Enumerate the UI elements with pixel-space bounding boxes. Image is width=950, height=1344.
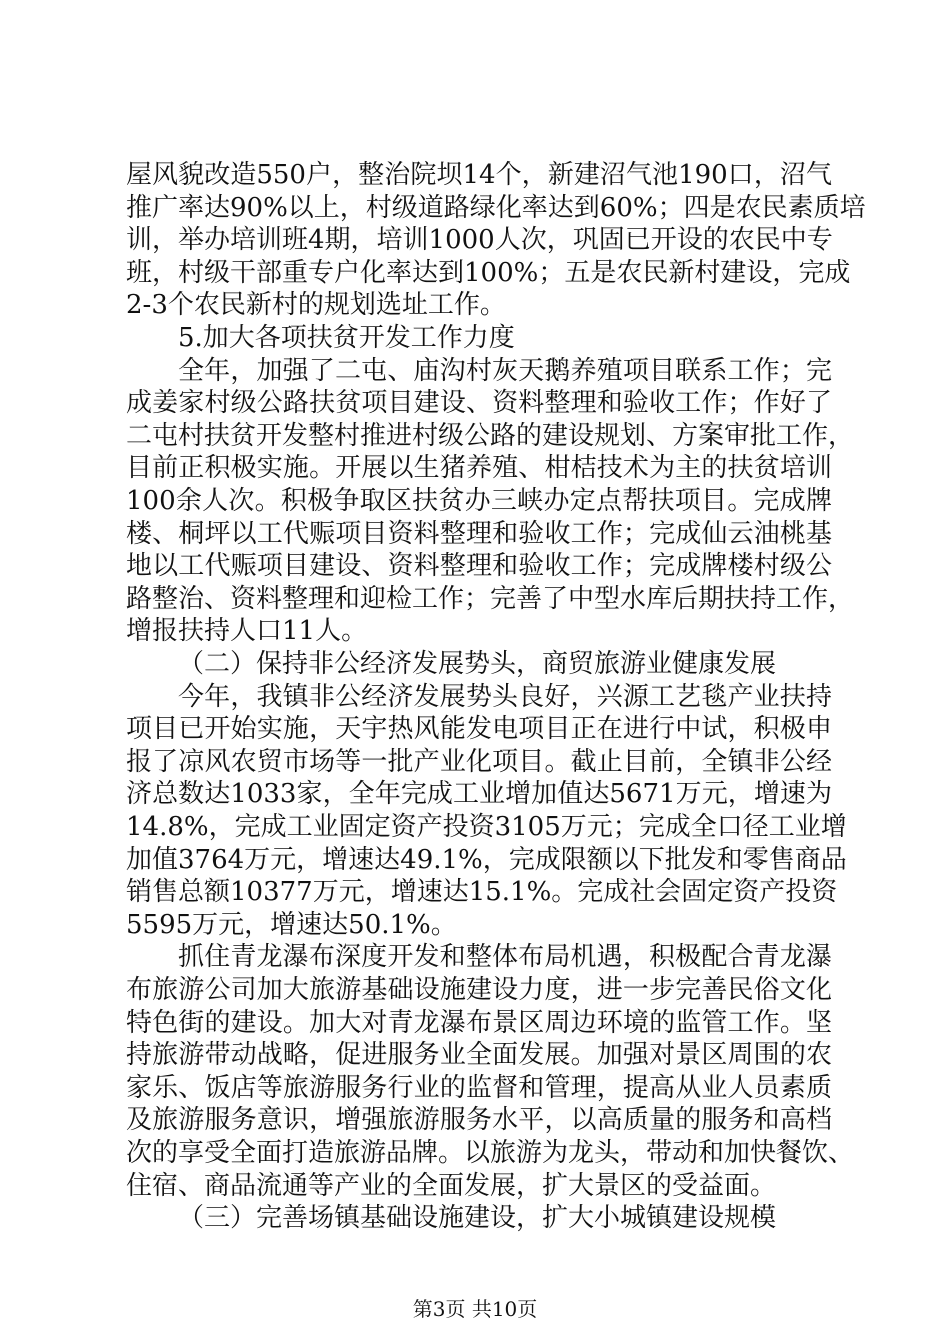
- paragraph-line: 抓住青龙瀑布深度开发和整体布局机遇，积极配合青龙瀑: [178, 942, 832, 973]
- paragraph-line: 及旅游服务意识，增强旅游服务水平，以高质量的服务和高档: [126, 1105, 832, 1136]
- section-heading: 5.加大各项扶贫开发工作力度: [178, 323, 515, 353]
- paragraph-line: 特色街的建设。加大对青龙瀑布景区周边环境的监管工作。坚: [126, 1007, 832, 1038]
- section-heading: （二）保持非公经济发展势头，商贸旅游业健康发展: [178, 649, 777, 679]
- paragraph-line: 二屯村扶贫开发整村推进村级公路的建设规划、方案审批工作，: [126, 420, 855, 451]
- paragraph-line: 济总数达1033家，全年完成工业增加值达5671万元，增速为: [126, 779, 832, 810]
- paragraph-line: 楼、桐坪以工代赈项目资料整理和验收工作；完成仙云油桃基: [126, 518, 832, 549]
- paragraph-line: 项目已开始实施，天宇热风能发电项目正在进行中试，积极申: [126, 714, 832, 745]
- section-heading: （三）完善场镇基础设施建设，扩大小城镇建设规模: [178, 1203, 777, 1234]
- paragraph-line: 次的享受全面打造旅游品牌。以旅游为龙头，带动和加快餐饮、: [126, 1138, 855, 1168]
- paragraph-line: 今年，我镇非公经济发展势头良好，兴源工艺毯产业扶持: [178, 681, 832, 712]
- paragraph-line: 100余人次。积极争取区扶贫办三峡办定点帮扶项目。完成牌: [126, 486, 832, 516]
- paragraph-line: 布旅游公司加大旅游基础设施建设力度，进一步完善民俗文化: [126, 975, 832, 1005]
- paragraph-line: 5595万元，增速达50.1%。: [126, 909, 457, 940]
- paragraph-line: 增报扶持人口11人。: [126, 616, 368, 647]
- paragraph-line: 推广率达90%以上，村级道路绿化率达到60%；四是农民素质培: [126, 192, 866, 223]
- paragraph-line: 住宿、商品流通等产业的全面发展，扩大景区的受益面。: [126, 1170, 777, 1201]
- paragraph-line: 持旅游带动战略，促进服务业全面发展。加强对景区周围的农: [126, 1040, 832, 1071]
- paragraph-line: 班，村级干部重专户化率达到100%；五是农民新村建设，完成: [126, 257, 851, 288]
- paragraph-line: 训，举办培训班4期，培训1000人次，巩固已开设的农民中专: [126, 225, 833, 256]
- paragraph-line: 家乐、饭店等旅游服务行业的监督和管理，提高从业人员素质: [126, 1072, 832, 1103]
- paragraph-line: 2-3个农民新村的规划选址工作。: [126, 290, 506, 321]
- paragraph-line: 报了凉风农贸市场等一批产业化项目。截止目前，全镇非公经: [126, 746, 832, 777]
- paragraph-line: 屋风貌改造550户，整治院坝14个，新建沼气池190口，沼气: [126, 160, 832, 190]
- paragraph-line: 14.8%，完成工业固定资产投资3105万元；完成全口径工业增: [126, 812, 847, 842]
- paragraph-line: 加值3764万元，增速达49.1%，完成限额以下批发和零售商品: [126, 844, 847, 875]
- paragraph-line: 路整治、资料整理和迎检工作；完善了中型水库后期扶持工作，: [126, 583, 855, 614]
- page-footer: 第3页 共10页: [412, 1297, 538, 1321]
- paragraph-line: 地以工代赈项目建设、资料整理和验收工作；完成牌楼村级公: [126, 551, 832, 582]
- paragraph-line: 目前正积极实施。开展以生猪养殖、柑桔技术为主的扶贫培训: [126, 453, 832, 484]
- paragraph-line: 全年，加强了二屯、庙沟村灰天鹅养殖项目联系工作；完: [178, 355, 832, 386]
- paragraph-line: 销售总额10377万元，增速达15.1%。完成社会固定资产投资: [126, 877, 838, 908]
- paragraph-line: 成姜家村级公路扶贫项目建设、资料整理和验收工作；作好了: [126, 388, 832, 419]
